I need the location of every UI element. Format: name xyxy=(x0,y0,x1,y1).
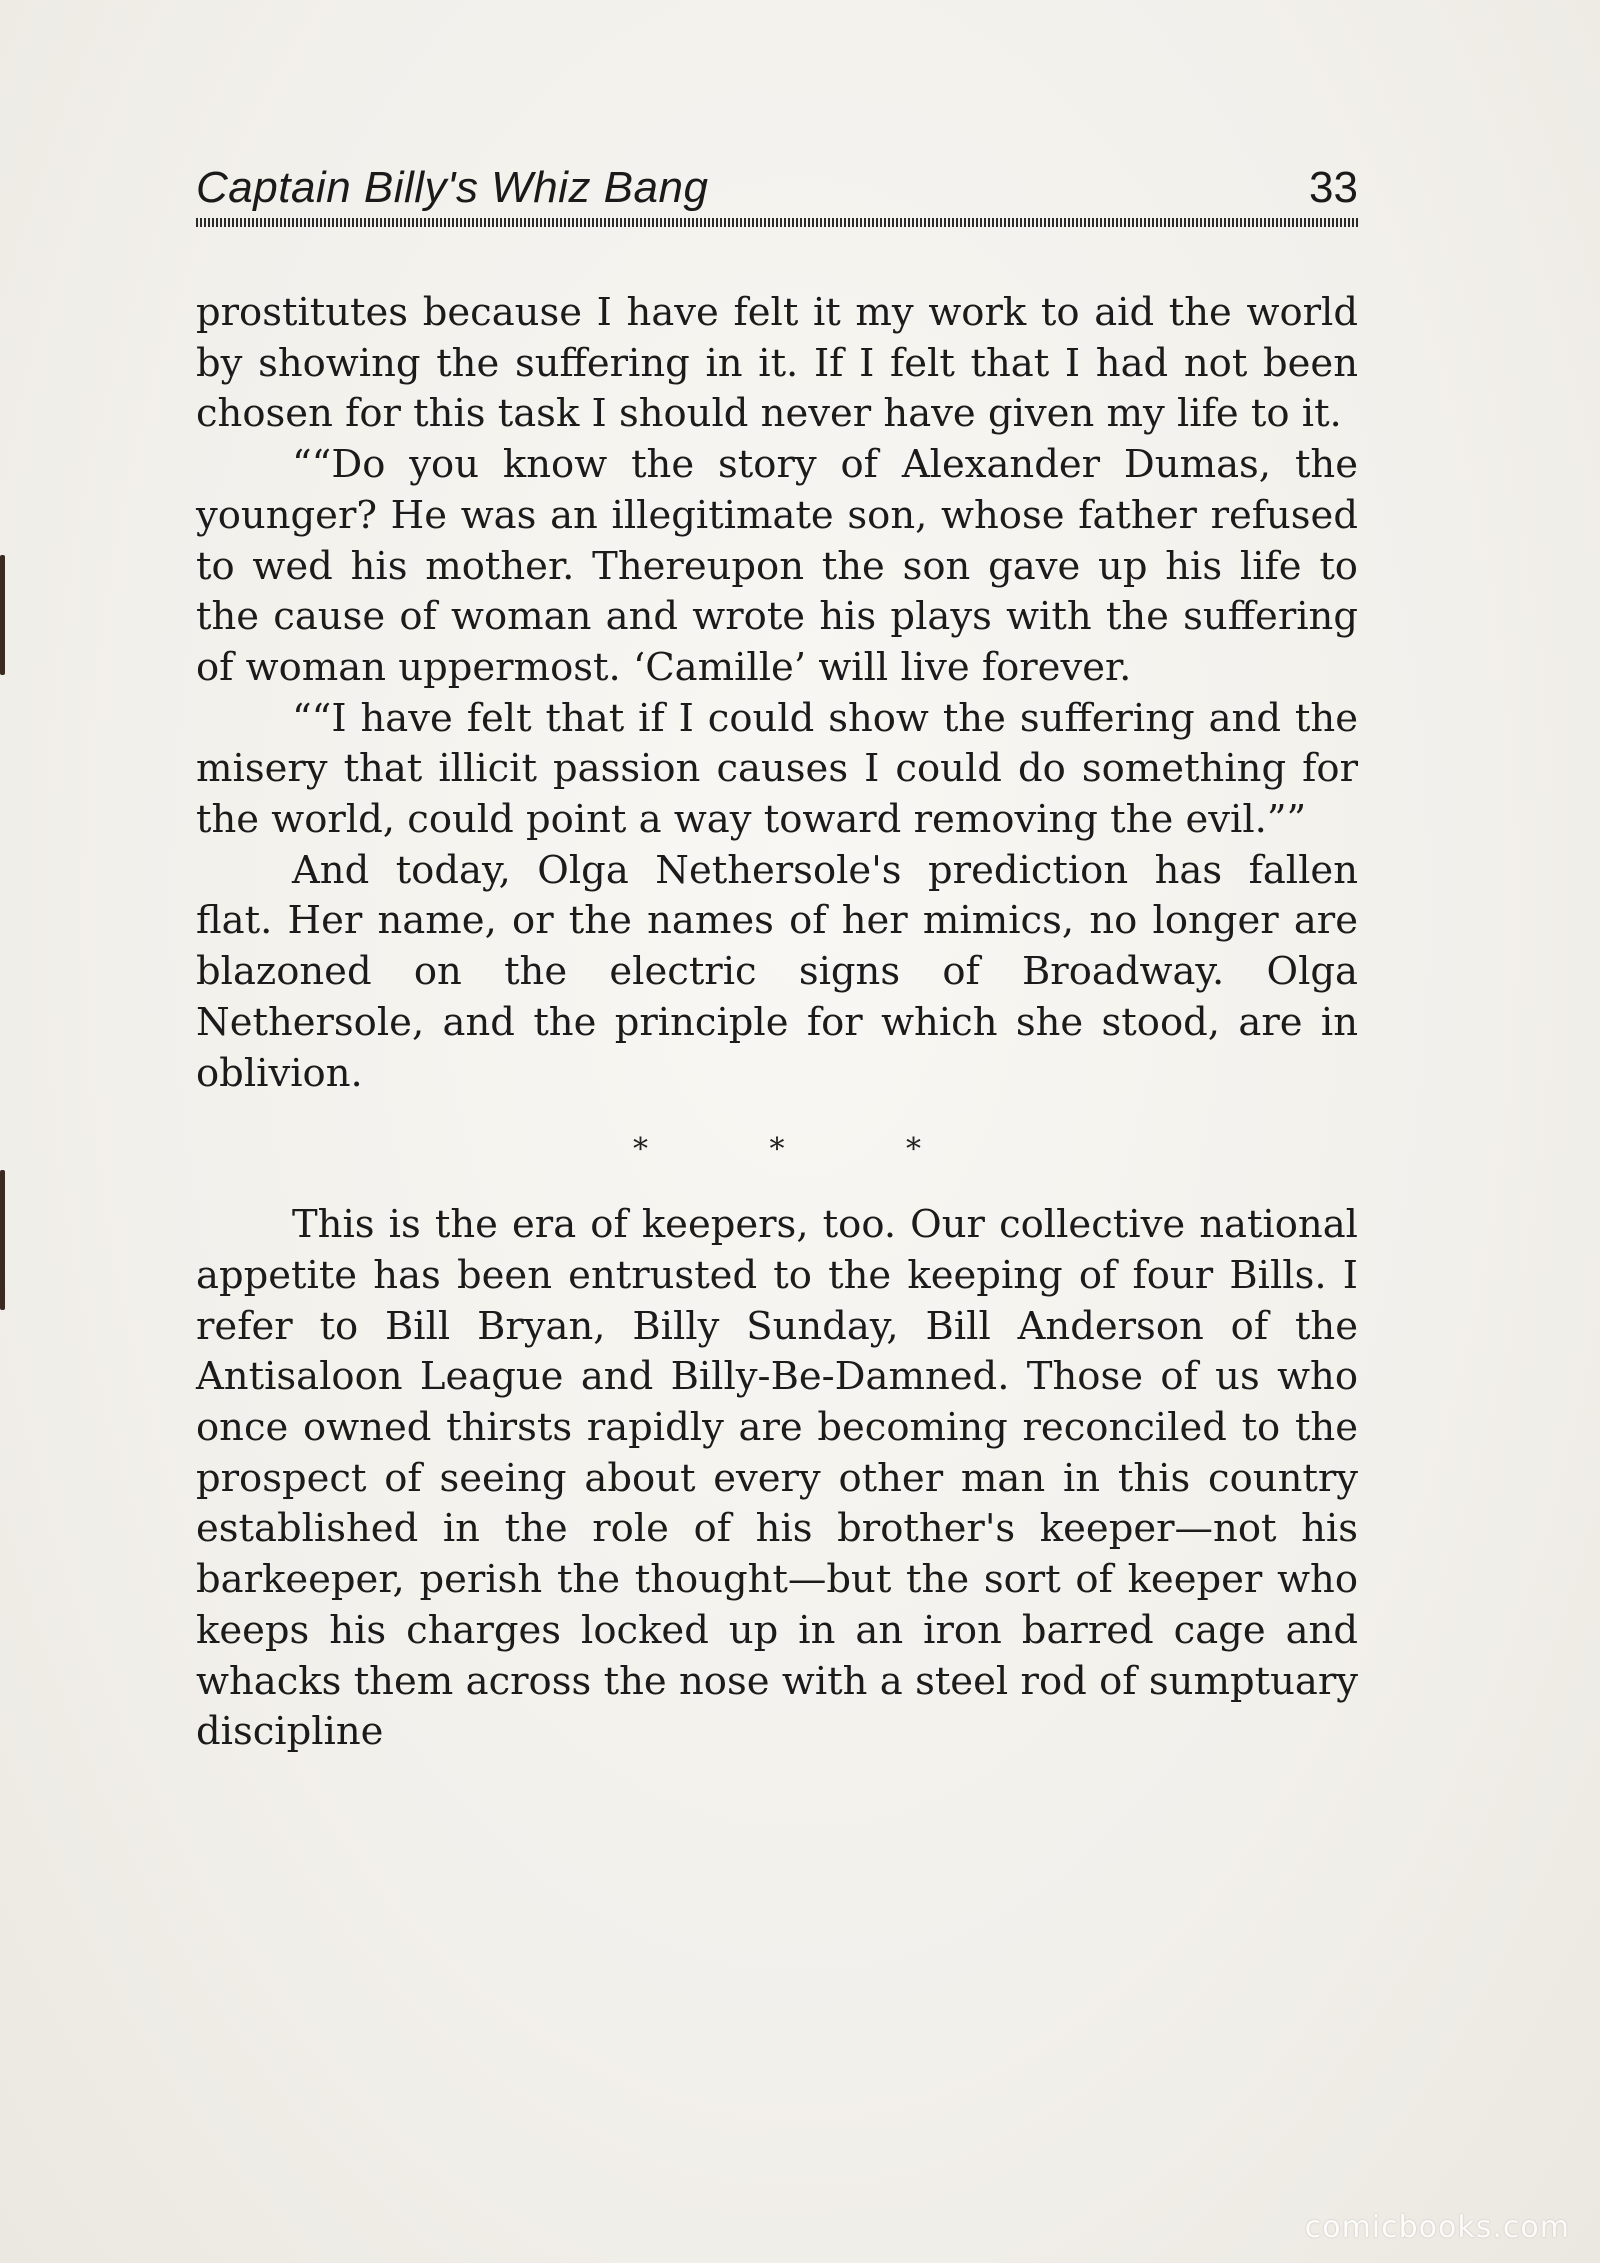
running-title: Captain Billy's Whiz Bang xyxy=(196,163,709,212)
page-number: 33 xyxy=(1309,163,1358,212)
header-rule xyxy=(196,218,1358,227)
section-break: * * * xyxy=(632,1132,978,1168)
watermark: comicbooks.com xyxy=(1304,2210,1570,2245)
binding-mark xyxy=(0,1170,5,1310)
paragraph: ““I have felt that if I could show the suffering and the misery that illicit passion causes I could do something for the world, could point a way toward removing the evil.”” xyxy=(196,695,1358,843)
paragraph: And today, Olga Nethersole's prediction has fallen flat. Her name, or the names of her mimics, no longer are blazoned on the electric signs of Broadway. Olga Nethersole, and the principle for which she stood, are in oblivion. xyxy=(196,847,1358,1096)
page-header xyxy=(196,160,1358,220)
paragraph: This is the era of keepers, too. Our collective national appetite has been entrusted to the keeping of four Bills. I refer to Bill Bryan, Billy Sunday, Bill Anderson of the Antisaloon League and Billy-Be-Damned. Those of us who once owned thirsts rapidly are becoming reconciled to the prospect of seeing about every other man in this country established in the role of his brother's keeper—not his barkeeper, perish the thought—but the sort of keeper who keeps his charges locked up in an iron barred cage and whacks them across the nose with a steel rod of sumptuary discipline xyxy=(196,1202,1358,1755)
paragraph: ““Do you know the story of Alexander Dumas, the younger? He was an illegitimate son, whose father refused to wed his mother. Thereupon the son gave up his life to the cause of woman and wrote his plays with the suffering of woman uppermost. ‘Camille’ will live forever. xyxy=(196,442,1358,690)
binding-mark xyxy=(0,555,5,675)
paragraph: prostitutes because I have felt it my work to aid the world by showing the suffering in it. If I felt that I had not been chosen for this task I should never have given my life to it. xyxy=(196,290,1358,437)
body-text xyxy=(196,288,1358,1758)
